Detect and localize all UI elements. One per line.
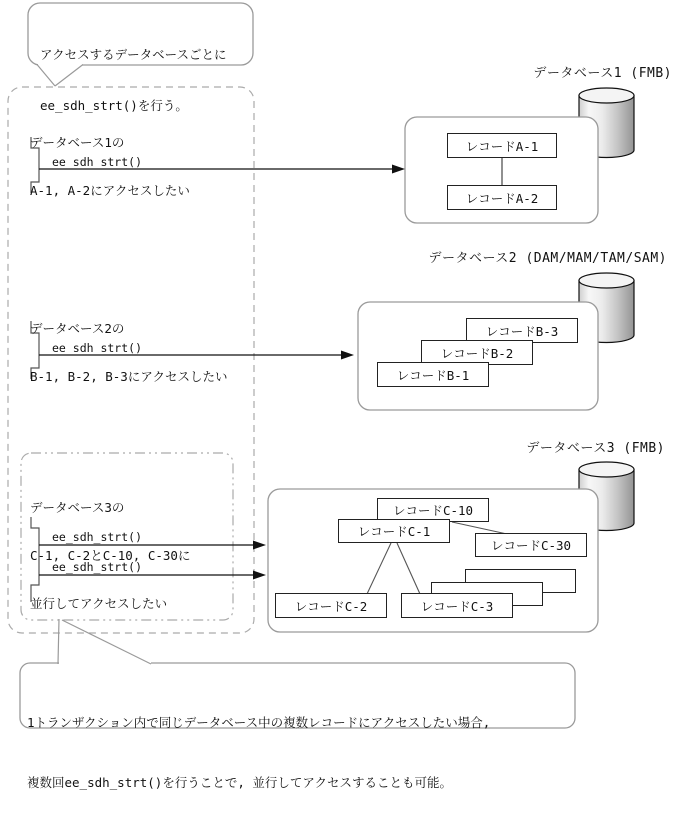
callout-top-line2: ee_sdh_strt()を行う。 xyxy=(40,98,188,113)
section3-title-line1: データベース3の xyxy=(30,500,125,515)
record-box-b1: レコードB-1 xyxy=(377,362,489,387)
section3-title-line3: 並行してアクセスしたい xyxy=(30,596,168,611)
record-box-c10: レコードC-10 xyxy=(377,498,489,522)
callout-bottom-line1: 1トランザクション内で同じデータベース中の複数レコードにアクセスしたい場合, xyxy=(27,715,491,730)
section2-call-label: ee_sdh_strt() xyxy=(52,341,143,355)
record-box-b3: レコードB-3 xyxy=(466,318,578,343)
record-box-b2: レコードB-2 xyxy=(421,340,533,365)
section3-title xyxy=(30,468,190,644)
section3-call-label-1: ee_sdh_strt() xyxy=(52,530,143,544)
record-box-c2: レコードC-2 xyxy=(275,593,387,618)
callout-top-line1: アクセスするデータベースごとに xyxy=(40,47,227,62)
record-box-c1: レコードC-1 xyxy=(338,519,450,543)
record-box-a1: レコードA-1 xyxy=(447,133,557,158)
section3-call-label-2: ee_sdh_strt() xyxy=(52,560,143,574)
section3-title-line2: C-1, C-2とC-10, C-30に xyxy=(30,548,191,563)
database2-label: データベース2 (DAM/MAM/TAM/SAM) xyxy=(428,251,667,266)
callout-bottom-line2: 複数回ee_sdh_strt()を行うことで, 並行してアクセスすることも可能。 xyxy=(27,775,453,790)
record-box-a2: レコードA-2 xyxy=(447,185,557,210)
database3-label: データベース3 (FMB) xyxy=(526,441,665,456)
section1-title-line2: A-1, A-2にアクセスしたい xyxy=(30,183,190,198)
record-box-c3: レコードC-3 xyxy=(401,593,513,618)
callout-bottom-text xyxy=(27,673,490,833)
record-box-c30: レコードC-30 xyxy=(475,533,587,557)
section2-title-line2: B-1, B-2, B-3にアクセスしたい xyxy=(30,369,228,384)
section1-title-line1: データベース1の xyxy=(30,135,125,150)
database1-label: データベース1 (FMB) xyxy=(533,66,672,81)
section2-title-line1: データベース2の xyxy=(30,321,125,336)
section1-call-label: ee_sdh_strt() xyxy=(52,155,143,169)
